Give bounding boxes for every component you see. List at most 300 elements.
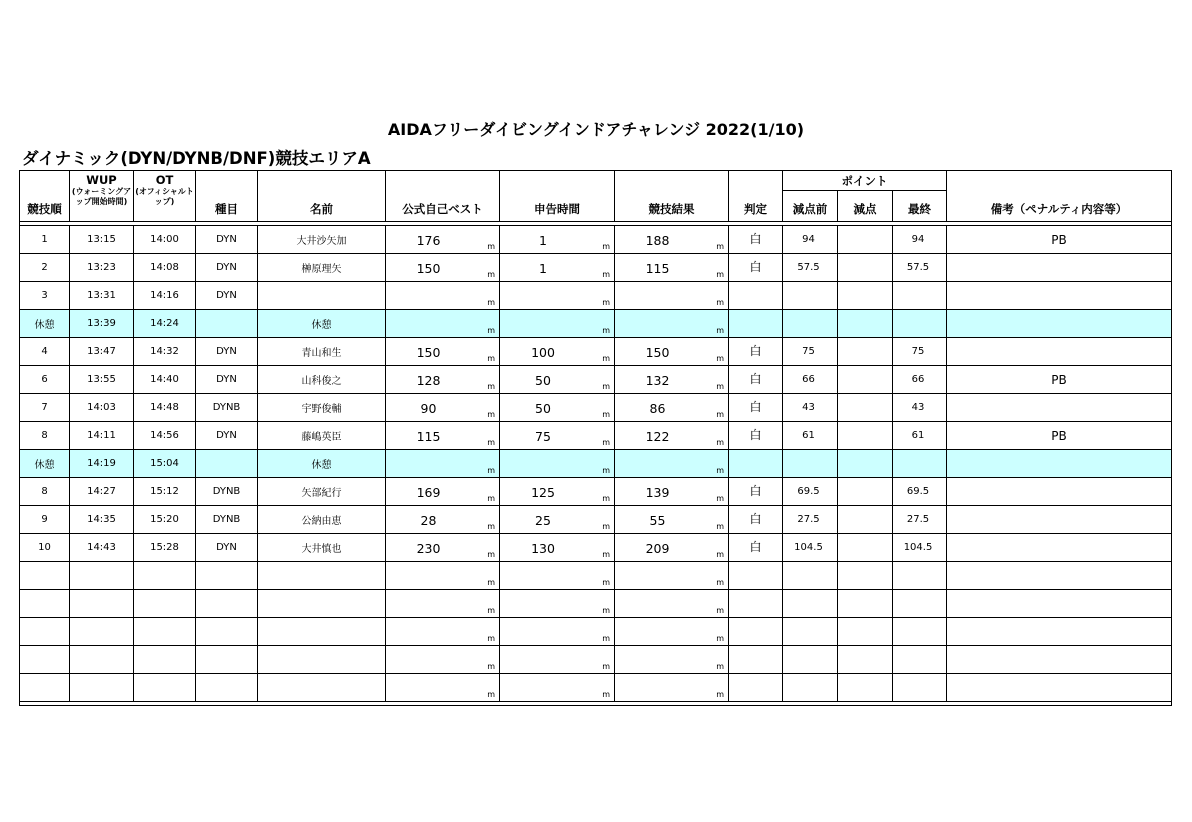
cell-judge — [729, 562, 783, 590]
cell-pre — [783, 590, 838, 618]
unit-label: m — [487, 522, 495, 531]
cell-order — [20, 646, 70, 674]
cell-order: 休憩 — [20, 310, 70, 338]
cell-ot — [134, 646, 196, 674]
cell-order: 4 — [20, 338, 70, 366]
page-title: AIDAフリーダイビングインドアチャレンジ 2022(1/10) — [387, 120, 805, 139]
cell-pb — [386, 226, 500, 254]
pb-value: 176 — [416, 233, 441, 248]
cell-final — [893, 590, 947, 618]
cell-event: DYN — [196, 366, 258, 394]
cell-minus — [838, 282, 893, 310]
cell-judge — [729, 310, 783, 338]
unit-label: m — [602, 298, 610, 307]
cell-ap — [500, 338, 615, 366]
cell-minus — [838, 450, 893, 478]
unit-label: m — [602, 270, 610, 279]
cell-order: 10 — [20, 534, 70, 562]
cell-pre — [783, 450, 838, 478]
cell-name: 休憩 — [258, 310, 386, 338]
cell-ot: 15:28 — [134, 534, 196, 562]
cell-minus — [838, 618, 893, 646]
cell-ap — [500, 226, 615, 254]
cell-pre: 69.5 — [783, 478, 838, 506]
unit-label: m — [602, 466, 610, 475]
cell-pre — [783, 618, 838, 646]
cell-ap — [500, 562, 615, 590]
ap-value: 75 — [535, 429, 551, 444]
cell-final: 69.5 — [893, 478, 947, 506]
cell-remarks — [947, 674, 1172, 702]
unit-label: m — [602, 382, 610, 391]
header-pre: 減点前 — [783, 191, 838, 222]
cell-name: 藤嶋英臣 — [258, 422, 386, 450]
unit-label: m — [602, 438, 610, 447]
cell-judge — [729, 282, 783, 310]
cell-wup: 13:15 — [70, 226, 134, 254]
cell-ap — [500, 618, 615, 646]
unit-label: m — [602, 550, 610, 559]
header-pb: 公式自己ベスト — [386, 171, 500, 222]
cell-order: 7 — [20, 394, 70, 422]
cell-pb — [386, 646, 500, 674]
cell-ap — [500, 366, 615, 394]
cell-event: DYN — [196, 282, 258, 310]
cell-result — [615, 478, 729, 506]
header-name: 名前 — [258, 171, 386, 222]
cell-judge — [729, 618, 783, 646]
unit-label: m — [716, 522, 724, 531]
table-row — [20, 254, 1172, 282]
cell-event — [196, 562, 258, 590]
cell-event: DYNB — [196, 506, 258, 534]
cell-name: 青山和生 — [258, 338, 386, 366]
cell-remarks — [947, 394, 1172, 422]
cell-pb — [386, 618, 500, 646]
header-ot-label: OT — [155, 173, 174, 187]
unit-label: m — [487, 606, 495, 615]
table-row — [20, 422, 1172, 450]
judge-value: 白 — [749, 232, 762, 246]
cell-pre — [783, 646, 838, 674]
cell-ot — [134, 562, 196, 590]
cell-name: 矢部紀行 — [258, 478, 386, 506]
cell-name: 大井沙矢加 — [258, 226, 386, 254]
unit-label: m — [487, 382, 495, 391]
unit-label: m — [487, 410, 495, 419]
header-wup-label: WUP — [86, 173, 117, 187]
unit-label: m — [716, 354, 724, 363]
unit-label: m — [602, 354, 610, 363]
judge-value: 白 — [749, 372, 762, 386]
cell-pre: 75 — [783, 338, 838, 366]
cell-pre: 43 — [783, 394, 838, 422]
header-wup-sub: (ウォーミングアップ開始時間) — [71, 187, 132, 206]
cell-remarks — [947, 254, 1172, 282]
cell-remarks — [947, 590, 1172, 618]
unit-label: m — [602, 578, 610, 587]
cell-name: 榊原理矢 — [258, 254, 386, 282]
cell-ot: 14:56 — [134, 422, 196, 450]
table-row — [20, 534, 1172, 562]
cell-pre: 57.5 — [783, 254, 838, 282]
cell-event — [196, 674, 258, 702]
cell-ap — [500, 478, 615, 506]
schedule-table — [19, 170, 1172, 706]
cell-ot: 15:04 — [134, 450, 196, 478]
cell-minus — [838, 394, 893, 422]
cell-remarks — [947, 478, 1172, 506]
cell-final — [893, 450, 947, 478]
cell-ap — [500, 282, 615, 310]
cell-judge — [729, 254, 783, 282]
cell-order: 1 — [20, 226, 70, 254]
cell-final — [893, 282, 947, 310]
cell-order: 2 — [20, 254, 70, 282]
cell-result — [615, 506, 729, 534]
cell-result — [615, 282, 729, 310]
header-order: 競技順 — [20, 171, 70, 222]
cell-pre: 104.5 — [783, 534, 838, 562]
cell-wup: 13:23 — [70, 254, 134, 282]
pb-value: 28 — [420, 513, 437, 528]
cell-minus — [838, 310, 893, 338]
cell-event: DYN — [196, 534, 258, 562]
cell-remarks — [947, 338, 1172, 366]
cell-ot: 15:12 — [134, 478, 196, 506]
cell-pre: 27.5 — [783, 506, 838, 534]
cell-final: 104.5 — [893, 534, 947, 562]
cell-judge — [729, 366, 783, 394]
cell-result — [615, 618, 729, 646]
cell-wup: 14:43 — [70, 534, 134, 562]
cell-wup — [70, 674, 134, 702]
cell-minus — [838, 674, 893, 702]
header-judge: 判定 — [729, 171, 783, 222]
header-ot-sub: (オフィシャルトップ) — [135, 187, 194, 206]
cell-pre — [783, 310, 838, 338]
unit-label: m — [716, 690, 724, 699]
cell-ap — [500, 422, 615, 450]
cell-name: 宇野俊輔 — [258, 394, 386, 422]
result-value: 55 — [649, 513, 666, 528]
cell-wup — [70, 590, 134, 618]
unit-label: m — [487, 494, 495, 503]
cell-remarks: PB — [947, 366, 1172, 394]
unit-label: m — [716, 410, 724, 419]
table-row — [20, 590, 1172, 618]
pb-value: 90 — [420, 401, 437, 416]
cell-minus — [838, 226, 893, 254]
cell-ot: 15:20 — [134, 506, 196, 534]
cell-ap — [500, 506, 615, 534]
unit-label: m — [716, 326, 724, 335]
cell-event — [196, 310, 258, 338]
cell-final — [893, 562, 947, 590]
cell-minus — [838, 478, 893, 506]
unit-label: m — [602, 326, 610, 335]
cell-result — [615, 254, 729, 282]
header-final: 最終 — [893, 191, 947, 222]
cell-remarks — [947, 646, 1172, 674]
cell-name — [258, 618, 386, 646]
unit-label: m — [716, 606, 724, 615]
table-row — [20, 674, 1172, 702]
cell-pb — [386, 366, 500, 394]
result-value: 122 — [645, 429, 670, 444]
result-value: 115 — [645, 261, 670, 276]
section-title: ダイナミック(DYN/DYNB/DNF)競技エリアA — [22, 149, 371, 168]
table-row — [20, 394, 1172, 422]
table-row — [20, 618, 1172, 646]
ap-value: 50 — [535, 373, 551, 388]
unit-label: m — [716, 494, 724, 503]
unit-label: m — [602, 494, 610, 503]
cell-pb — [386, 338, 500, 366]
cell-ot: 14:40 — [134, 366, 196, 394]
cell-final: 27.5 — [893, 506, 947, 534]
cell-result — [615, 646, 729, 674]
cell-pre: 61 — [783, 422, 838, 450]
cell-order: 休憩 — [20, 450, 70, 478]
unit-label: m — [487, 298, 495, 307]
cell-result — [615, 338, 729, 366]
cell-minus — [838, 254, 893, 282]
cell-ot: 14:08 — [134, 254, 196, 282]
cell-minus — [838, 506, 893, 534]
cell-result — [615, 590, 729, 618]
cell-final: 75 — [893, 338, 947, 366]
cell-pb — [386, 534, 500, 562]
cell-event — [196, 450, 258, 478]
cell-pb — [386, 674, 500, 702]
cell-ap — [500, 590, 615, 618]
cell-pb — [386, 394, 500, 422]
unit-label: m — [716, 634, 724, 643]
unit-label: m — [487, 326, 495, 335]
cell-ot: 14:16 — [134, 282, 196, 310]
judge-value: 白 — [749, 428, 762, 442]
cell-minus — [838, 366, 893, 394]
judge-value: 白 — [749, 260, 762, 274]
cell-pb — [386, 310, 500, 338]
unit-label: m — [487, 354, 495, 363]
cell-order — [20, 674, 70, 702]
table-row — [20, 366, 1172, 394]
cell-order — [20, 590, 70, 618]
cell-judge — [729, 674, 783, 702]
cell-name — [258, 282, 386, 310]
cell-judge — [729, 478, 783, 506]
cell-ot: 14:48 — [134, 394, 196, 422]
unit-label: m — [487, 578, 495, 587]
cell-remarks — [947, 282, 1172, 310]
unit-label: m — [716, 242, 724, 251]
cell-minus — [838, 422, 893, 450]
pb-value: 115 — [416, 429, 441, 444]
header-points: ポイント — [783, 171, 947, 191]
unit-label: m — [716, 438, 724, 447]
cell-judge — [729, 338, 783, 366]
judge-value: 白 — [749, 400, 762, 414]
ap-value: 25 — [535, 513, 551, 528]
header-minus: 減点 — [838, 191, 893, 222]
cell-wup: 14:27 — [70, 478, 134, 506]
unit-label: m — [487, 466, 495, 475]
unit-label: m — [716, 466, 724, 475]
cell-pb — [386, 478, 500, 506]
result-value: 86 — [649, 401, 666, 416]
cell-event: DYN — [196, 226, 258, 254]
judge-value: 白 — [749, 512, 762, 526]
cell-wup — [70, 562, 134, 590]
cell-name — [258, 590, 386, 618]
cell-wup: 14:19 — [70, 450, 134, 478]
unit-label: m — [602, 634, 610, 643]
cell-minus — [838, 590, 893, 618]
cell-wup — [70, 646, 134, 674]
cell-final: 43 — [893, 394, 947, 422]
header-wup — [70, 171, 134, 222]
cell-remarks — [947, 618, 1172, 646]
cell-wup — [70, 618, 134, 646]
unit-label: m — [716, 298, 724, 307]
unit-label: m — [602, 410, 610, 419]
unit-label: m — [487, 270, 495, 279]
pb-value: 150 — [416, 345, 441, 360]
cell-pb — [386, 422, 500, 450]
cell-name: 大井慎也 — [258, 534, 386, 562]
judge-value: 白 — [749, 344, 762, 358]
cell-event: DYN — [196, 422, 258, 450]
cell-judge — [729, 590, 783, 618]
cell-order: 3 — [20, 282, 70, 310]
ap-value: 130 — [531, 541, 555, 556]
cell-judge — [729, 506, 783, 534]
unit-label: m — [602, 606, 610, 615]
cell-order — [20, 562, 70, 590]
cell-final: 66 — [893, 366, 947, 394]
cell-wup: 14:35 — [70, 506, 134, 534]
ap-value: 50 — [535, 401, 551, 416]
table-row — [20, 478, 1172, 506]
cell-final: 57.5 — [893, 254, 947, 282]
ap-value: 100 — [531, 345, 555, 360]
cell-judge — [729, 646, 783, 674]
cell-name: 山科俊之 — [258, 366, 386, 394]
cell-ap — [500, 534, 615, 562]
cell-ap — [500, 254, 615, 282]
cell-name: 休憩 — [258, 450, 386, 478]
cell-remarks: PB — [947, 422, 1172, 450]
unit-label: m — [487, 550, 495, 559]
cell-event: DYNB — [196, 478, 258, 506]
rest-row — [20, 310, 1172, 338]
cell-order — [20, 618, 70, 646]
cell-pre — [783, 674, 838, 702]
pb-value: 128 — [416, 373, 441, 388]
cell-final: 94 — [893, 226, 947, 254]
cell-name: 公納由恵 — [258, 506, 386, 534]
unit-label: m — [716, 270, 724, 279]
unit-label: m — [487, 634, 495, 643]
ap-value: 125 — [531, 485, 555, 500]
cell-ot — [134, 590, 196, 618]
cell-name — [258, 674, 386, 702]
cell-ap — [500, 310, 615, 338]
cell-ot — [134, 618, 196, 646]
cell-judge — [729, 226, 783, 254]
judge-value: 白 — [749, 540, 762, 554]
judge-value: 白 — [749, 484, 762, 498]
ap-value: 1 — [539, 261, 547, 276]
cell-ap — [500, 674, 615, 702]
cell-remarks: PB — [947, 226, 1172, 254]
cell-result — [615, 674, 729, 702]
cell-remarks — [947, 310, 1172, 338]
cell-wup: 13:47 — [70, 338, 134, 366]
result-value: 188 — [645, 233, 670, 248]
cell-wup: 14:11 — [70, 422, 134, 450]
pb-value: 150 — [416, 261, 441, 276]
table-row — [20, 646, 1172, 674]
table-row — [20, 506, 1172, 534]
cell-wup: 13:39 — [70, 310, 134, 338]
cell-final — [893, 674, 947, 702]
cell-wup: 13:55 — [70, 366, 134, 394]
cell-minus — [838, 338, 893, 366]
cell-ot: 14:24 — [134, 310, 196, 338]
cell-event: DYN — [196, 254, 258, 282]
table-row — [20, 226, 1172, 254]
cell-ot — [134, 674, 196, 702]
cell-result — [615, 422, 729, 450]
cell-judge — [729, 422, 783, 450]
cell-ot: 14:32 — [134, 338, 196, 366]
cell-wup: 13:31 — [70, 282, 134, 310]
unit-label: m — [487, 242, 495, 251]
header-ap: 申告時間 — [500, 171, 615, 222]
result-value: 209 — [645, 541, 670, 556]
unit-label: m — [602, 522, 610, 531]
unit-label: m — [716, 550, 724, 559]
unit-label: m — [602, 690, 610, 699]
cell-pb — [386, 282, 500, 310]
cell-pre — [783, 282, 838, 310]
header-ot — [134, 171, 196, 222]
cell-final: 61 — [893, 422, 947, 450]
cell-result — [615, 562, 729, 590]
cell-pb — [386, 590, 500, 618]
cell-name — [258, 646, 386, 674]
cell-pb — [386, 254, 500, 282]
table-row — [20, 562, 1172, 590]
header-remarks: 備考（ペナルティ内容等） — [947, 171, 1172, 222]
unit-label: m — [487, 438, 495, 447]
cell-ap — [500, 450, 615, 478]
cell-judge — [729, 394, 783, 422]
unit-label: m — [602, 242, 610, 251]
cell-final — [893, 618, 947, 646]
cell-minus — [838, 562, 893, 590]
cell-final — [893, 310, 947, 338]
result-value: 132 — [645, 373, 670, 388]
cell-ap — [500, 394, 615, 422]
unit-label: m — [487, 662, 495, 671]
cell-result — [615, 450, 729, 478]
cell-remarks — [947, 450, 1172, 478]
pb-value: 169 — [416, 485, 441, 500]
